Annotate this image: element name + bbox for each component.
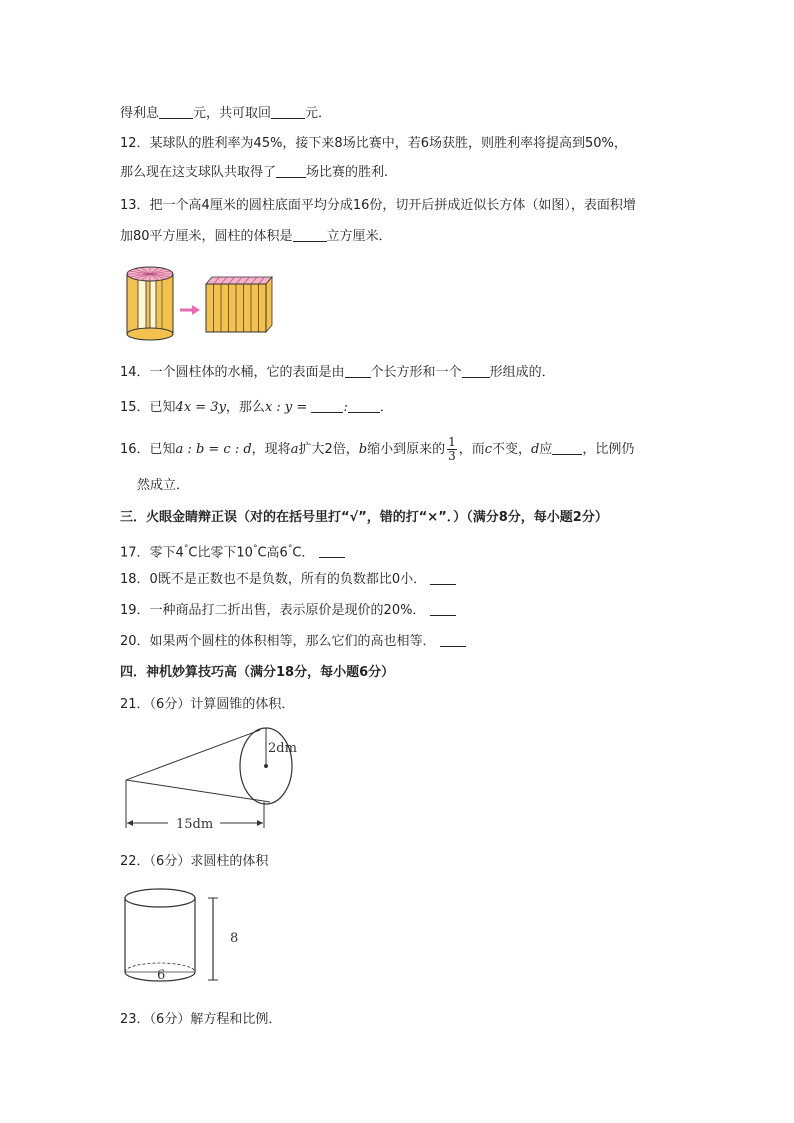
q13-text-b: 立方厘米． — [326, 229, 392, 244]
q15-blank-y[interactable] — [348, 398, 380, 413]
q12-line-2 — [120, 163, 388, 183]
q19-blank[interactable] — [430, 601, 456, 616]
q16-equation: a : b = c : d — [175, 442, 252, 457]
q16-text-b: ，现将 — [251, 442, 291, 457]
q20-text: 20．如果两个圆柱的体积相等，那么它们的高也相等． — [120, 634, 436, 649]
q12-text-b: 场比赛的胜利. — [306, 165, 389, 180]
q14-text-a: 14．一个圆柱体的水桶，它的表面是由 — [120, 365, 345, 380]
q17-blank[interactable] — [319, 543, 345, 558]
q15-ratio: x : y = — [264, 400, 308, 415]
q16-text-d: 缩小到原来的 — [367, 442, 446, 457]
q14-text-b: 个长方形和一个 — [370, 365, 462, 380]
q16-var-b: b — [358, 442, 368, 457]
q22-height-label: 8 — [230, 931, 239, 946]
q14-blank-shape[interactable] — [462, 363, 490, 378]
q22-cylinder-figure — [120, 884, 260, 988]
q16-text-c: 扩大2倍， — [298, 442, 359, 457]
q17-degree-1: ° — [183, 544, 189, 554]
q19-text: 19．一种商品打二折出售，表示原价是现价的20%． — [120, 603, 426, 618]
q14-line — [120, 363, 555, 383]
q13-line-2 — [120, 227, 392, 247]
q22-text: 22．（6分）求圆柱的体积 — [120, 854, 269, 869]
q17-text-c: C高6 — [257, 545, 288, 561]
q21-height-label: 15dm — [176, 817, 214, 832]
q16-text-g: 应 — [539, 442, 553, 457]
q15-text-a: 15．已知 — [120, 400, 176, 415]
cone-icon — [126, 728, 292, 804]
q20-blank[interactable] — [440, 632, 466, 647]
q16-var-c: c — [484, 442, 493, 457]
q12-text-a: 那么现在这支球队共取得了 — [120, 165, 277, 180]
q21-cone-figure — [120, 724, 320, 836]
q11-blank-total[interactable] — [271, 104, 305, 119]
q15-equation: 4x = 3y — [175, 400, 226, 415]
q13-figure — [120, 262, 280, 342]
q17-text-a: 17．零下4 — [120, 545, 184, 561]
q16-text-f: 不变， — [492, 442, 532, 457]
section-3-title: 三．火眼金睛辩正误（对的在括号里打“√”，错的打“×”．）（满分8分，每小题2分） — [120, 510, 608, 525]
q16-blank[interactable] — [552, 440, 582, 455]
q14-blank-rect[interactable] — [345, 363, 371, 378]
q21-radius-label: 2dm — [268, 741, 297, 756]
q17-text-d: C． — [292, 545, 315, 561]
q17-degree-3: ° — [287, 544, 293, 554]
q18-text: 18．0既不是正数也不是负数，所有的负数都比0小． — [120, 572, 427, 587]
q15-text-b: ，那么 — [225, 400, 265, 415]
q11-text-2: 元，共可取回 — [193, 106, 272, 121]
q22-diameter-label: 6 — [157, 968, 166, 983]
q16-var-a: a — [290, 442, 299, 457]
q16-fraction-numerator: 1 — [448, 435, 456, 449]
q20-line — [120, 632, 466, 652]
q13-blank[interactable] — [293, 227, 327, 242]
sliced-cylinder-icon — [127, 267, 173, 340]
rectangular-prism-icon — [206, 277, 272, 332]
q16-text-e: ，而 — [458, 442, 485, 457]
section-4-title: 四．神机妙算技巧高（满分18分，每小题6分） — [120, 665, 395, 680]
q16-line-1 — [120, 436, 634, 463]
q21-text: 21．（6分）计算圆锥的体积． — [120, 697, 295, 712]
arrow-right-icon — [180, 305, 200, 315]
q14-text-c: 形组成的． — [489, 365, 555, 380]
q16-text-h: ，比例仍 — [582, 442, 635, 457]
q12-line-1: 12．某球队的胜利率为45%，接下来8场比赛中，若6场获胜，则胜利率将提高到50%， — [120, 136, 627, 151]
q16-line-2: 然成立． — [137, 478, 190, 493]
q13-line-1: 13．把一个高4厘米的圆柱底面平均分成16份，切开后拼成近似长方体（如图），表面积增 — [120, 198, 636, 213]
q16-fraction — [447, 436, 457, 463]
q22-height-bracket — [208, 898, 218, 980]
q18-line — [120, 570, 456, 590]
q16-fraction-denominator: 3 — [448, 449, 456, 463]
q15-line — [120, 398, 393, 418]
q23-text: 23．（6分）解方程和比例． — [120, 1012, 282, 1027]
q15-colon: : — [343, 400, 348, 415]
q12-blank[interactable] — [276, 163, 306, 178]
q17-text-b: C比零下10 — [188, 545, 253, 561]
q15-blank-x[interactable] — [311, 398, 343, 413]
q11-text-1: 得利息 — [120, 106, 160, 121]
q15-text-end: ． — [379, 400, 393, 415]
q18-blank[interactable] — [430, 570, 456, 585]
q19-line — [120, 601, 456, 621]
q16-var-d: d — [531, 442, 540, 457]
q11-tail — [120, 104, 331, 124]
q17-degree-2: ° — [252, 544, 258, 554]
q11-text-3: 元． — [305, 106, 332, 121]
q11-blank-interest[interactable] — [159, 104, 193, 119]
q13-text-a: 加80平方厘米，圆柱的体积是 — [120, 229, 293, 244]
q16-text-a: 16．已知 — [120, 442, 176, 457]
q17-line — [120, 539, 345, 563]
